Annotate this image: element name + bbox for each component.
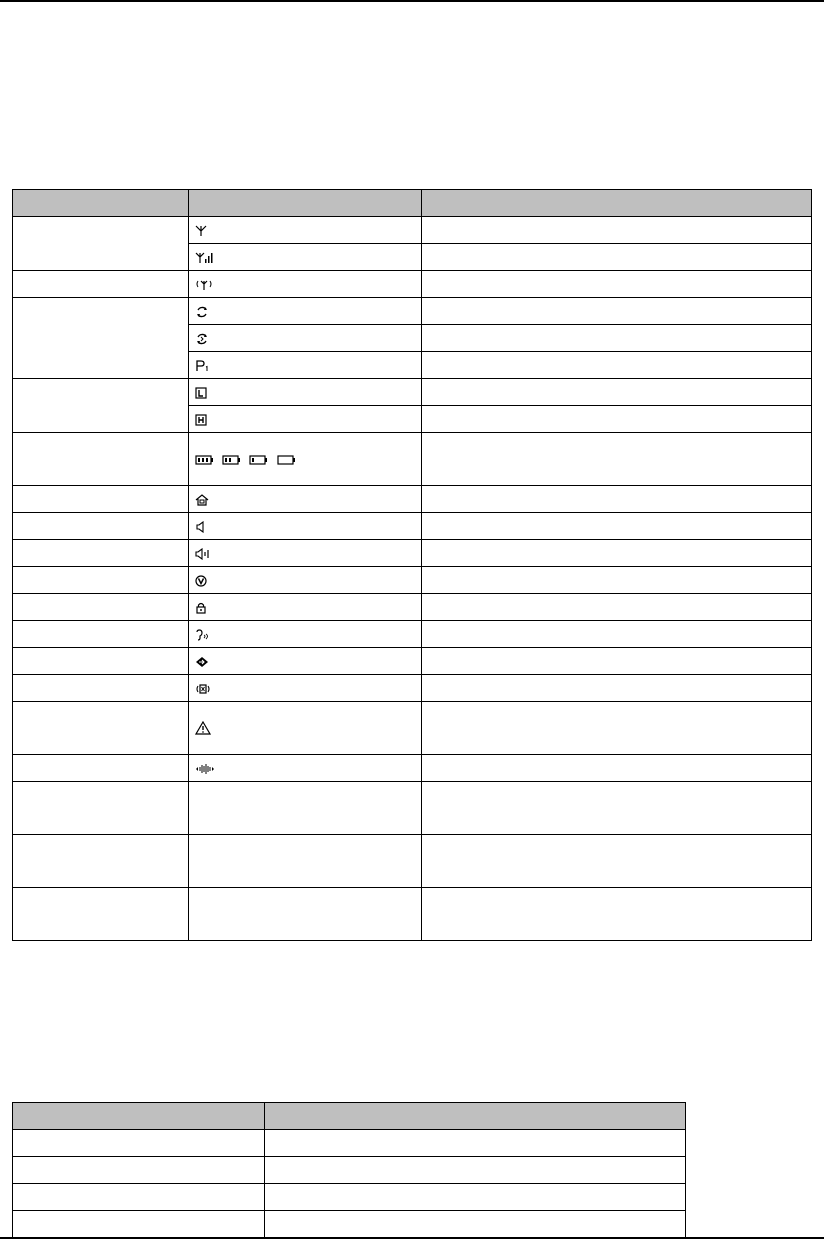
description-cell (422, 621, 812, 648)
description-cell (422, 567, 812, 594)
category-cell (13, 835, 189, 888)
header-cell (189, 190, 422, 217)
battery-levels-icon (195, 454, 311, 466)
table-row (13, 567, 812, 594)
category-cell (13, 379, 189, 433)
icon-cell (189, 540, 422, 567)
table-row (13, 1211, 686, 1238)
table-row (13, 835, 812, 888)
icon-cell (189, 298, 422, 325)
table-row (13, 755, 812, 782)
description-cell (422, 675, 812, 702)
header-cell (265, 1103, 686, 1130)
category-cell (13, 433, 189, 486)
description-cell (422, 540, 812, 567)
table-row (13, 540, 812, 567)
table-header-row (13, 190, 812, 217)
signal-strength-icon (195, 252, 213, 264)
table-row (13, 702, 812, 755)
table-cell (13, 1211, 265, 1238)
icon-cell (189, 648, 422, 675)
icon-cell (189, 567, 422, 594)
description-cell (422, 406, 812, 433)
lock-icon (195, 602, 207, 614)
description-cell (422, 755, 812, 782)
description-cell (422, 702, 812, 755)
icon-cell (189, 513, 422, 540)
category-cell (13, 594, 189, 621)
description-cell (422, 835, 812, 888)
icon-cell (189, 835, 422, 888)
table-cell (265, 1157, 686, 1184)
p1-icon (195, 360, 209, 372)
category-cell (13, 648, 189, 675)
header-cell (422, 190, 812, 217)
radio-wave-antenna-icon (195, 279, 213, 291)
description-cell (422, 217, 812, 244)
table-row (13, 1157, 686, 1184)
icon-cell (189, 325, 422, 352)
category-cell (13, 217, 189, 271)
table-row (13, 271, 812, 298)
table-cell (265, 1184, 686, 1211)
description-cell (422, 782, 812, 835)
table-cell (265, 1211, 686, 1238)
letter-l-icon (195, 387, 207, 399)
table-row (13, 782, 812, 835)
header-cell (13, 190, 189, 217)
table-row (13, 379, 812, 406)
table-cell (13, 1130, 265, 1157)
description-cell (422, 244, 812, 271)
description-cell (422, 298, 812, 325)
category-cell (13, 782, 189, 835)
description-cell (422, 486, 812, 513)
category-cell (13, 888, 189, 941)
icon-cell (189, 379, 422, 406)
header-cell (13, 1103, 265, 1130)
table-row (13, 594, 812, 621)
icon-cell (189, 352, 422, 379)
category-cell (13, 567, 189, 594)
table-row (13, 1184, 686, 1211)
category-cell (13, 621, 189, 648)
letter-h-icon (195, 414, 207, 426)
table-row (13, 513, 812, 540)
icon-cell (189, 702, 422, 755)
description-cell (422, 379, 812, 406)
speaker-icon (195, 521, 207, 533)
table-row (13, 298, 812, 325)
table-row (13, 433, 812, 486)
icon-cell (189, 433, 422, 486)
table-cell (13, 1184, 265, 1211)
table-header-row (13, 1103, 686, 1130)
category-cell (13, 513, 189, 540)
table-row (13, 675, 812, 702)
category-cell (13, 540, 189, 567)
description-cell (422, 888, 812, 941)
voice-mail-icon (195, 575, 207, 587)
status-icons-table (12, 189, 812, 941)
description-cell (422, 271, 812, 298)
category-cell (13, 755, 189, 782)
table-row (13, 648, 812, 675)
table-row (13, 217, 812, 244)
icon-cell (189, 675, 422, 702)
category-cell (13, 486, 189, 513)
speaker-loud-icon (195, 548, 211, 560)
icon-cell (189, 782, 422, 835)
icon-cell (189, 406, 422, 433)
description-cell (422, 594, 812, 621)
description-cell (422, 433, 812, 486)
warning-icon (195, 721, 211, 735)
icon-cell (189, 888, 422, 941)
description-cell (422, 325, 812, 352)
table-cell (13, 1157, 265, 1184)
icon-cell (189, 217, 422, 244)
icon-cell (189, 244, 422, 271)
description-cell (422, 513, 812, 540)
ear-icon (195, 629, 209, 641)
icon-cell (189, 271, 422, 298)
roaming-alt-icon (195, 333, 209, 345)
category-cell (13, 702, 189, 755)
icon-cell (189, 621, 422, 648)
table-row (13, 486, 812, 513)
ring-vibrate-icon (195, 763, 215, 775)
category-cell (13, 298, 189, 379)
category-cell (13, 271, 189, 298)
icon-cell (189, 594, 422, 621)
vibrate-icon (195, 683, 211, 695)
table-row (13, 1130, 686, 1157)
category-cell (13, 675, 189, 702)
secondary-table (12, 1102, 686, 1238)
description-cell (422, 352, 812, 379)
icon-cell (189, 755, 422, 782)
home-zone-icon (195, 494, 209, 506)
diamond-arrow-icon (195, 656, 209, 668)
table-row (13, 888, 812, 941)
antenna-icon (195, 225, 207, 237)
header-rule (0, 0, 824, 2)
table-cell (265, 1130, 686, 1157)
roaming-icon (195, 306, 209, 318)
description-cell (422, 648, 812, 675)
icon-cell (189, 486, 422, 513)
table-row (13, 621, 812, 648)
